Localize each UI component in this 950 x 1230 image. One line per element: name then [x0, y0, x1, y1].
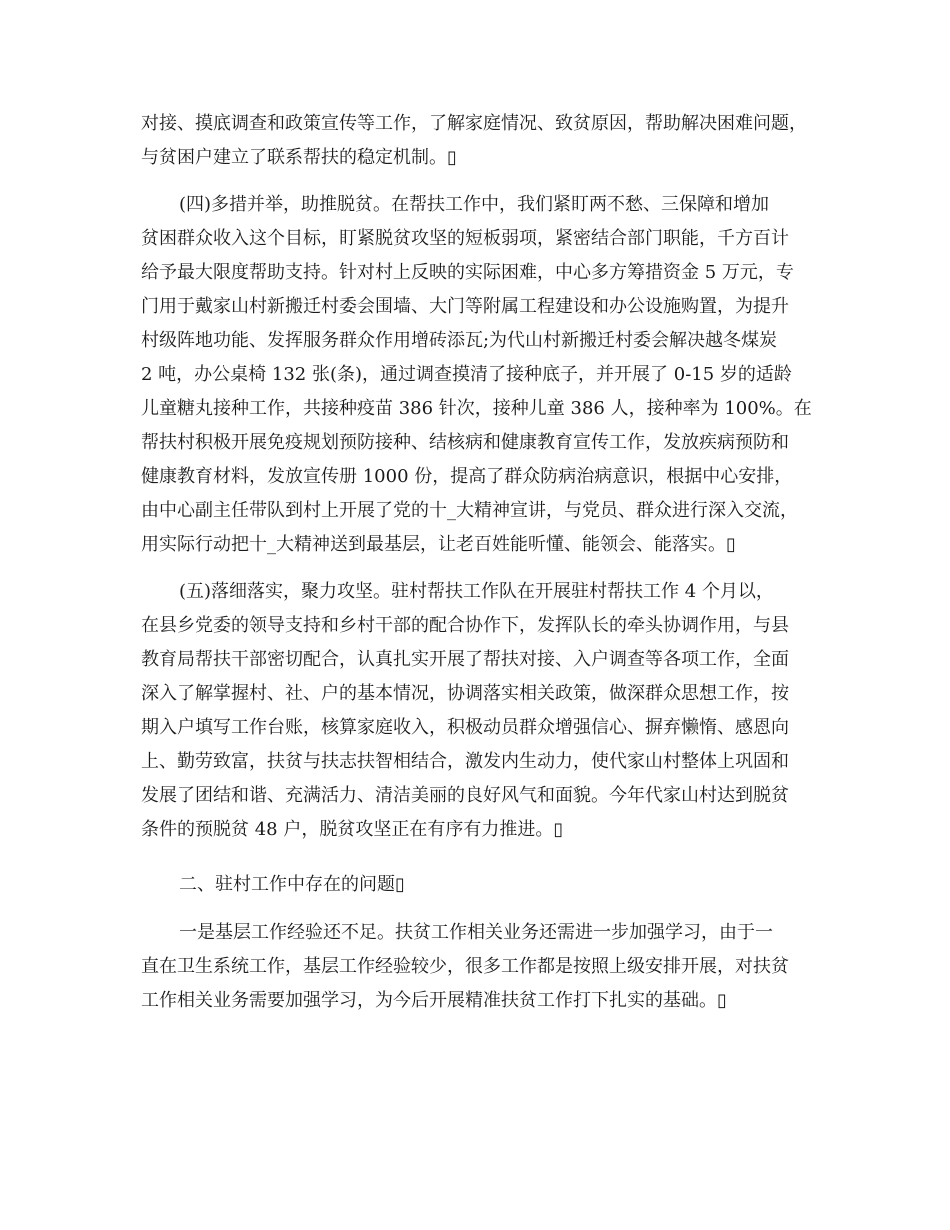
text-line: 由中心副主任带队到村上开展了党的十_大精神宣讲，与党员、群众进行深入交流， [141, 500, 798, 521]
text-line: 对接、摸底调查和政策宣传等工作，了解家庭情况、致贫原因，帮助解决困难问题， [141, 113, 807, 134]
text-line: 一是基层工作经验还不足。扶贫工作相关业务还需进一步加强学习，由于一 [179, 922, 773, 943]
text-line: (五)落细落实，聚力攻坚。驻村帮扶工作队在开展驻村帮扶工作 4 个月以， [179, 581, 774, 602]
text-line: 2 吨，办公桌椅 132 张(条)，通过调查摸清了接种底子，并开展了 0-15 岁的适龄 [141, 364, 792, 385]
text-line: 直在卫生系统工作，基层工作经验较少，很多工作都是按照上级安排开展，对扶贫 [141, 956, 789, 977]
text-line: 期入户填写工作台账，核算家庭收入，积极动员群众增强信心、摒弃懒惰、感恩向 [141, 717, 789, 738]
text-line: 给予最大限度帮助支持。针对村上反映的实际困难，中心多方筹措资金 5 万元，专 [141, 262, 794, 283]
text-line: (四)多措并举，助推脱贫。在帮扶工作中，我们紧盯两不愁、三保障和增加 [179, 194, 770, 215]
text-line: 条件的预脱贫 48 户，脱贫攻坚正在有序有力推进。▯ [141, 819, 564, 840]
text-line: 发展了团结和谐、充满活力、清洁美丽的良好风气和面貌。今年代家山村达到脱贫 [141, 785, 789, 806]
text-line: 上、勤劳致富，扶贫与扶志扶智相结合，激发内生动力，使代家山村整体上巩固和 [141, 751, 789, 772]
text-line: 门用于戴家山村新搬迁村委会围墙、大门等附属工程建设和办公设施购置，为提升 [141, 296, 789, 317]
section-heading: 二、驻村工作中存在的问题▯ [179, 874, 405, 895]
text-line: 儿童糖丸接种工作，共接种疫苗 386 针次，接种儿童 386 人，接种率为 100%。在 [141, 398, 812, 419]
text-line: 教育局帮扶干部密切配合，认真扎实开展了帮扶对接、入户调查等各项工作，全面 [141, 649, 789, 670]
text-line: 与贫困户建立了联系帮扶的稳定机制。▯ [141, 147, 457, 168]
text-line: 帮扶村积极开展免疫规划预防接种、结核病和健康教育宣传工作，发放疾病预防和 [141, 432, 789, 453]
text-line: 在县乡党委的领导支持和乡村干部的配合协作下，发挥队长的牵头协调作用，与县 [141, 615, 789, 636]
text-line: 用实际行动把十_大精神送到最基层，让老百姓能听懂、能领会、能落实。▯ [141, 534, 736, 555]
text-line: 健康教育材料，发放宣传册 1000 份，提高了群众防病治病意识，根据中心安排， [141, 466, 793, 487]
text-line: 工作相关业务需要加强学习，为今后开展精准扶贫工作打下扎实的基础。▯ [141, 990, 727, 1011]
text-line: 深入了解掌握村、社、户的基本情况，协调落实相关政策，做深群众思想工作，按 [141, 683, 789, 704]
text-line: 村级阵地功能、发挥服务群众作用增砖添瓦;为代山村新搬迁村委会解决越冬煤炭 [141, 330, 778, 351]
text-line: 贫困群众收入这个目标，盯紧脱贫攻坚的短板弱项，紧密结合部门职能，千方百计 [141, 228, 789, 249]
